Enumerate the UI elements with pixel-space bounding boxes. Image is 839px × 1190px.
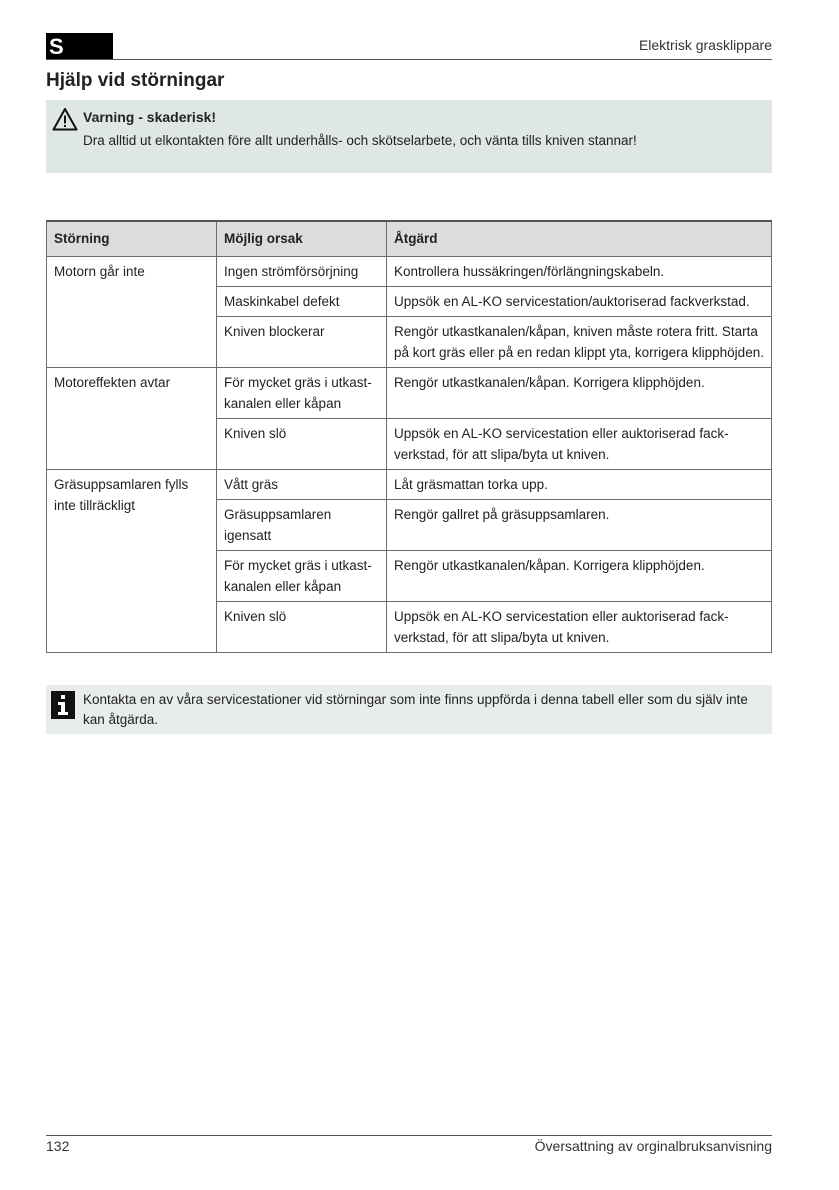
header-title: Elektrisk grasklippare	[638, 37, 772, 53]
cause-cell: Ingen strömförsörjning	[217, 257, 387, 287]
action-cell: Kontrollera hussäkringen/förlängningskabeln.	[387, 257, 772, 287]
action-cell: Uppsök en AL-KO servicestation eller auktoriserad fack-verkstad, för att slipa/byta ut kniven.	[387, 419, 772, 470]
fault-cell: Motorn går inte	[47, 257, 217, 368]
table-row	[47, 257, 772, 287]
fault-cell: Gräsuppsamlaren fylls inte tillräckligt	[47, 470, 217, 653]
action-cell: Rengör utkastkanalen/kåpan. Korrigera klipphöjden.	[387, 368, 772, 419]
action-cell: Rengör utkastkanalen/kåpan, kniven måste rotera fritt. Starta på kort gräs eller på en redan klippt yta, korrigera klipphöjden.	[387, 317, 772, 368]
table-row	[47, 368, 772, 419]
cause-cell: Kniven slö	[217, 602, 387, 653]
action-cell: Uppsök en AL-KO servicestation/auktoriserad fackverkstad.	[387, 287, 772, 317]
footer-divider	[46, 1135, 772, 1136]
info-icon	[51, 691, 75, 719]
action-cell: Låt gräsmattan torka upp.	[387, 470, 772, 500]
cause-cell: Vått gräs	[217, 470, 387, 500]
page-number: 132	[46, 1138, 70, 1154]
column-header-fault: Störning	[47, 221, 217, 257]
cause-cell: För mycket gräs i utkast-kanalen eller kåpan	[217, 368, 387, 419]
cause-cell: Maskinkabel defekt	[217, 287, 387, 317]
cause-cell: Kniven slö	[217, 419, 387, 470]
language-badge: S	[46, 33, 113, 60]
table-row	[47, 470, 772, 500]
troubleshooting-table	[46, 220, 772, 653]
cause-cell: För mycket gräs i utkast-kanalen eller kåpan	[217, 551, 387, 602]
cause-cell: Kniven blockerar	[217, 317, 387, 368]
warning-triangle-icon	[52, 107, 78, 131]
header-divider	[46, 59, 772, 60]
section-title: Hjälp vid störningar	[46, 70, 225, 91]
info-box	[46, 685, 772, 734]
footer-text: Översattning av orginalbruksanvisning	[534, 1138, 772, 1154]
info-text: Kontakta en av våra servicestationer vid störningar som inte finns uppförda i denna tabell eller som du själv inte kan åtgärda.	[83, 692, 748, 727]
column-header-cause: Möjlig orsak	[217, 221, 387, 257]
column-header-action: Åtgärd	[387, 221, 772, 257]
table-header-row	[47, 221, 772, 257]
action-cell: Rengör gallret på gräsuppsamlaren.	[387, 500, 772, 551]
fault-cell: Motoreffekten avtar	[47, 368, 217, 470]
action-cell: Rengör utkastkanalen/kåpan. Korrigera klipphöjden.	[387, 551, 772, 602]
cause-cell: Gräsuppsamlaren igensatt	[217, 500, 387, 551]
warning-text: Dra alltid ut elkontakten före allt underhålls- och skötselarbete, och vänta tills kniven stannar!	[83, 133, 637, 148]
warning-box	[46, 100, 772, 173]
action-cell: Uppsök en AL-KO servicestation eller auktoriserad fack-verkstad, för att slipa/byta ut kniven.	[387, 602, 772, 653]
warning-title: Varning - skaderisk!	[83, 109, 217, 125]
